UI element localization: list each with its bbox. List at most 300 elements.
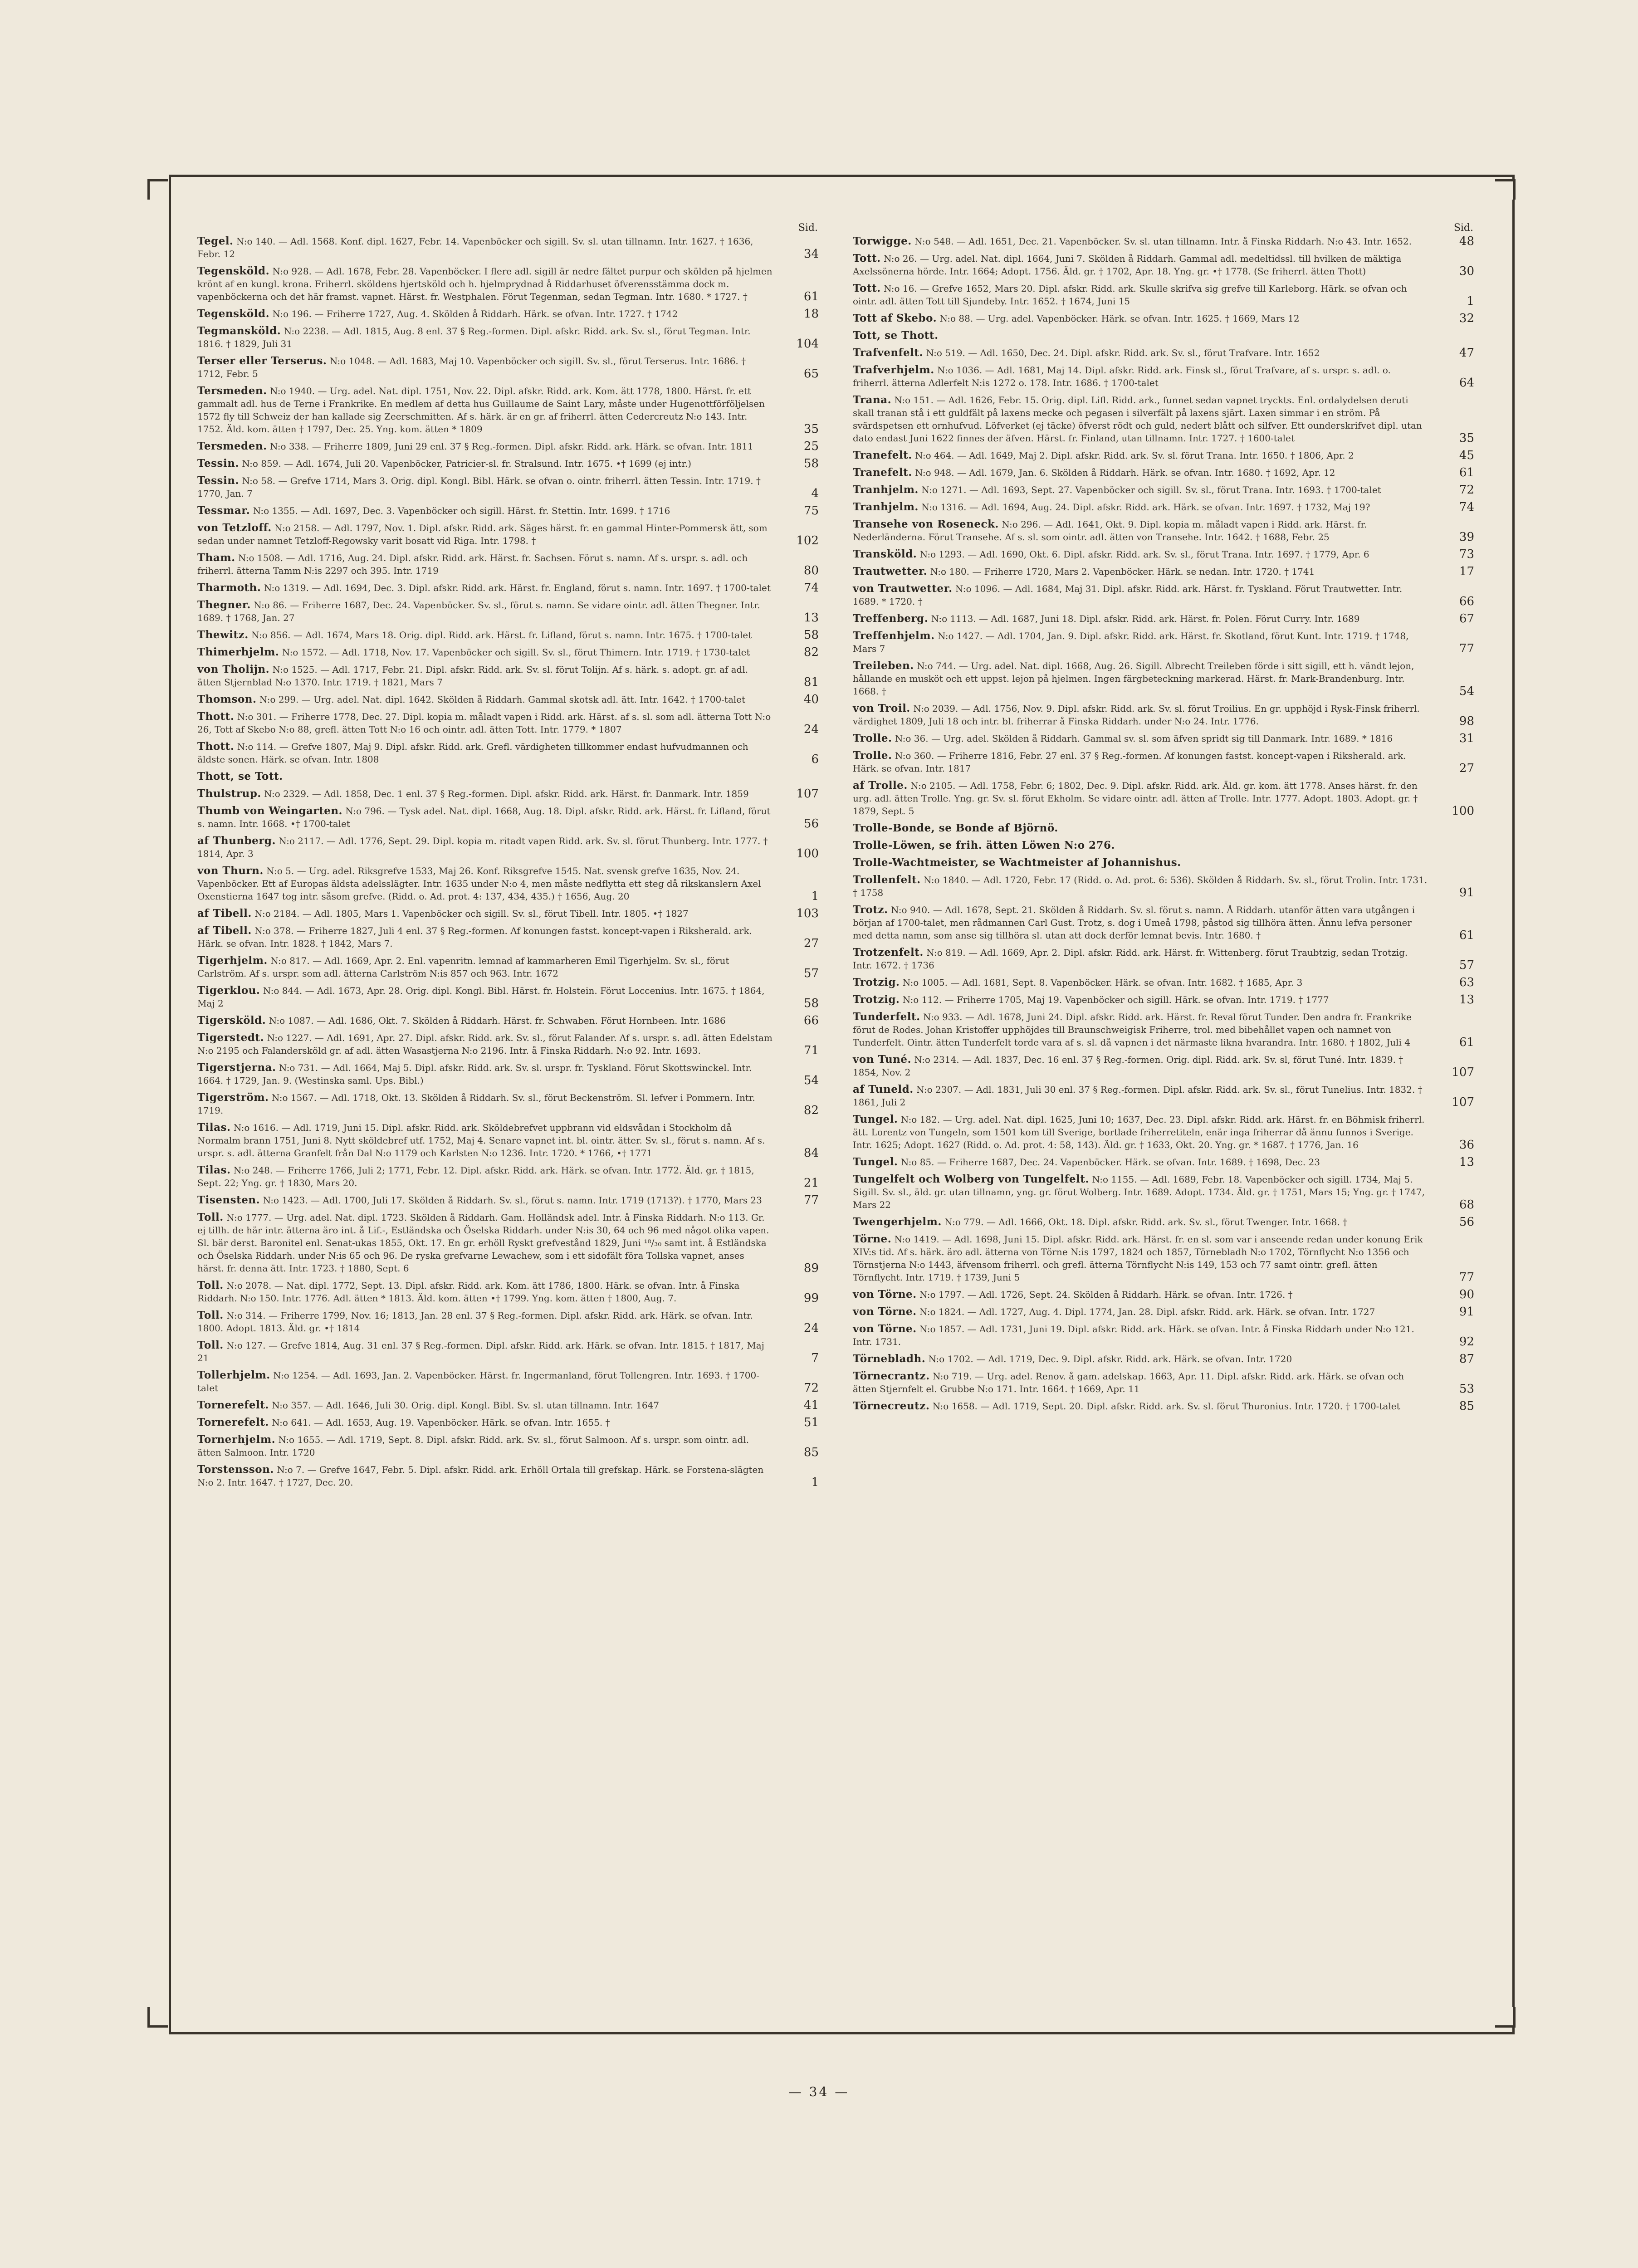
register-entry: [853, 904, 1479, 942]
entry-text: N:o 314. — Friherre 1799, Nov. 16; 1813, Jan. 28 enl. 37 § Reg.-formen. Dipl. afskr. Ridd. ark. Härk. se ofvan. Intr. 1800. Adopt. 1813. Äld. gr. •† 1814: [197, 1310, 753, 1334]
entry-page-ref: 82: [803, 1104, 819, 1117]
entry-name: Thott.: [197, 740, 235, 753]
entry-name: von Tholijn.: [197, 663, 270, 675]
left-column: [197, 222, 823, 1493]
register-entry: [197, 582, 823, 594]
register-entry: [853, 1288, 1479, 1301]
entry-name: af Thunberg.: [197, 835, 276, 847]
entry-name: Torwigge.: [853, 235, 912, 247]
entry-name: Tegel.: [197, 235, 234, 247]
entry-name: von Tuné.: [853, 1053, 912, 1066]
entry-name: Toll.: [197, 1339, 224, 1351]
entry-text: N:o 36. — Urg. adel. Skölden å Riddarh. Gammal sv. sl. som äfven spridt sig till Danmark. Intr. 1689. * 1816: [895, 733, 1393, 744]
entry-page-ref: 1: [811, 890, 819, 903]
entry-page-ref: 58: [803, 997, 819, 1010]
entry-page-ref: 91: [1459, 886, 1474, 899]
entry-name: Tigersköld.: [197, 1014, 266, 1026]
register-entry: [853, 856, 1479, 869]
entry-page-ref: 77: [1459, 642, 1474, 655]
entry-text: N:o 940. — Adl. 1678, Sept. 21. Skölden å Riddarh. Sv. sl. förut s. namn. Å Riddarh. utanför ätten vara utgången i början af 1700-talet, men rådmannen Carl Gust. Trotz, s. dog i Umeå 1798, påstod sig tillhöra ätten. Ännu lefva personer med detta namn, som anse sig tillhöra sl. utan att dock derför lemnat bevis. Intr. 1680. †: [853, 904, 1415, 941]
register-entry: [853, 749, 1479, 775]
entry-text: N:o 1824. — Adl. 1727, Aug. 4. Dipl. 1774, Jan. 28. Dipl. afskr. Ridd. ark. Härk. se ofvan. Intr. 1727: [919, 1306, 1375, 1317]
register-entry: [197, 984, 823, 1010]
entry-page-ref: 27: [1459, 762, 1474, 775]
entry-text: N:o 2117. — Adl. 1776, Sept. 29. Dipl. kopia m. ritadt vapen Ridd. ark. Sv. sl. förut Thunberg. Intr. 1777. † 1814, Apr. 3: [197, 836, 768, 859]
entry-text: N:o 114. — Grefve 1807, Maj 9. Dipl. afskr. Ridd. ark. Grefl. värdigheten tillkommer endast hufvudmannen och äldste sonen. Härk. se ofvan. Intr. 1808: [197, 741, 748, 765]
entry-page-ref: 74: [803, 581, 819, 595]
entry-page-ref: 18: [803, 307, 819, 321]
register-entry: [853, 449, 1479, 462]
entry-text: N:o 360. — Friherre 1816, Febr. 27 enl. 37 § Reg.-formen. Af konungen fastst. koncept-vapen i Riksherald. ark. Härk. se ofvan. Intr. 1817: [853, 750, 1406, 774]
entry-text: N:o 26. — Urg. adel. Nat. dipl. 1664, Juni 7. Skölden å Riddarh. Gammal adl. medeltidssl. till hvilken de mäktiga Axelssönerna hörde. Intr. 1664; Adopt. 1756. Äld. gr. † 1702, Apr. 18. Yng. gr. •† 1778. (Se friherrl. ätten Thott): [853, 253, 1402, 277]
entry-page-ref: 77: [1459, 1271, 1474, 1284]
entry-name: Tott af Skebo.: [853, 312, 937, 324]
register-entry: [853, 394, 1479, 445]
entry-name: Trolle-Bonde, se Bonde af Björnö.: [853, 822, 1058, 834]
entry-page-ref: 13: [1459, 1155, 1474, 1169]
entry-name: Tranefelt.: [853, 466, 912, 479]
entry-text: N:o 1293. — Adl. 1690, Okt. 6. Dipl. afskr. Ridd. ark. Sv. sl., förut Trana. Intr. 1697. † 1779, Apr. 6: [919, 549, 1369, 560]
entry-page-ref: 30: [1459, 264, 1474, 278]
entry-text: N:o 140. — Adl. 1568. Konf. dipl. 1627, Febr. 14. Vapenböcker och sigill. Sv. sl. utan tillnamn. Intr. 1627. † 1636, Febr. 12: [197, 236, 753, 259]
register-entry: [853, 484, 1479, 496]
entry-page-ref: 100: [1452, 804, 1474, 818]
entry-text: N:o 180. — Friherre 1720, Mars 2. Vapenböcker. Härk. se nedan. Intr. 1720. † 1741: [930, 566, 1315, 577]
entry-page-ref: 45: [1459, 449, 1474, 462]
entry-page-ref: 1: [1467, 294, 1474, 308]
register-entry: [197, 787, 823, 800]
entry-name: Törnecrantz.: [853, 1370, 930, 1382]
entry-page-ref: 21: [803, 1176, 819, 1190]
register-entry: [197, 954, 823, 980]
entry-text: N:o 2039. — Adl. 1756, Nov. 9. Dipl. afskr. Ridd. ark. Sv. sl. förut Troilius. En gr. upphöjd i Rysk-Finsk friherrl. värdighet 1809, Juli 18 och intr. bl. friherrar å Finska Riddarh. under N:o 24. Intr. 1776.: [853, 703, 1420, 727]
entry-name: Trana.: [853, 394, 892, 406]
register-entry: [853, 235, 1479, 248]
register-entry: [197, 629, 823, 641]
page-column-header: Sid.: [798, 222, 818, 234]
entry-text: N:o 1572. — Adl. 1718, Nov. 17. Vapenböcker och sigill. Sv. sl., förut Thimern. Intr. 1719. † 1730-talet: [282, 647, 750, 658]
entry-name: Thott.: [197, 710, 235, 723]
register-entry: [197, 235, 823, 260]
entry-name: Tilas.: [197, 1121, 231, 1134]
entry-text: N:o 796. — Tysk adel. Nat. dipl. 1668, Aug. 18. Dipl. afskr. Ridd. ark. Härst. fr. Lifland, förut s. namn. Intr. 1668. •† 1700-talet: [197, 806, 771, 829]
entry-text: N:o 928. — Adl. 1678, Febr. 28. Vapenböcker. I flere adl. sigill är nedre fältet purpur och skölden på hjelmen krönt af en kungl. krona. Friherrl. sköldens hjertsköld och h. hjelmprydnad å Riddarhuset öfverensstämma dock m. vapenböckerna och det här framst. vapnet. Härst. fr. Westphalen. Förut Tegenman, sedan Tegman. Intr. 1680. * 1727. †: [197, 266, 773, 302]
frame-corner-ornament: [1495, 179, 1516, 200]
entry-text: N:o 299. — Urg. adel. Nat. dipl. 1642. Skölden å Riddarh. Gammal skotsk adl. ätt. Intr. 1642. † 1700-talet: [259, 694, 746, 705]
register-entry: [853, 630, 1479, 655]
entry-page-ref: 1: [811, 1476, 819, 1489]
register-entry: [853, 1053, 1479, 1079]
entry-page-ref: 13: [803, 611, 819, 625]
entry-name: von Thurn.: [197, 865, 264, 877]
register-entry: [853, 1323, 1479, 1348]
entry-name: Tungelfelt och Wolberg von Tungelfelt.: [853, 1173, 1090, 1185]
entry-text: N:o 779. — Adl. 1666, Okt. 18. Dipl. afskr. Ridd. ark. Sv. sl., förut Twenger. Intr. 1668. †: [944, 1217, 1348, 1227]
register-entry: [197, 385, 823, 435]
entry-text: N:o 2158. — Adl. 1797, Nov. 1. Dipl. afskr. Ridd. ark. Säges härst. fr. en gammal Hinter-Pommersk ätt, som sedan under namnet Tetzloff-Regowsky varit bosatt vid Riga. Intr. 1798. †: [197, 523, 768, 546]
entry-page-ref: 27: [803, 937, 819, 950]
register-entry: [197, 1369, 823, 1394]
frame-corner-ornament: [147, 2007, 168, 2028]
register-entry: [197, 522, 823, 547]
entry-page-ref: 107: [796, 787, 819, 801]
entry-name: von Törne.: [853, 1288, 917, 1300]
entry-text: N:o 1036. — Adl. 1681, Maj 14. Dipl. afskr. Ridd. ark. Finsk sl., förut Trafvare, af s. urspr. s. adl. o. friherrl. ätterna Adlerfelt N:is 1272 o. 178. Intr. 1686. † 1700-talet: [853, 365, 1391, 388]
entry-page-ref: 103: [796, 907, 819, 920]
register-entry: [197, 457, 823, 470]
register-entry: [197, 1433, 823, 1459]
entry-page-ref: 13: [1459, 993, 1474, 1007]
entry-text: N:o 933. — Adl. 1678, Juni 24. Dipl. afskr. Ridd. ark. Härst. fr. Reval förut Tunder. Den andra fr. Frankrike förut de Rodes. Johan Kristoffer upphöjdes till Braunschweigisk Friherre, trol. med bibehållet vapen och namnet von Tunderfelt. Ointr. ätten Tunderfelt torde vara af s. sl. då vapnen i det närmaste likna hvarandra. Intr. 1680. † 1802, Juli 4: [853, 1012, 1412, 1048]
entry-page-ref: 107: [1452, 1095, 1474, 1109]
register-entry: [197, 1164, 823, 1189]
entry-name: Tersmeden.: [197, 440, 267, 452]
entry-page-ref: 66: [1459, 595, 1474, 608]
entry-text: N:o 85. — Friherre 1687, Dec. 24. Vapenböcker. Härk. se ofvan. Intr. 1689. † 1698, Dec. 23: [900, 1157, 1320, 1168]
entry-page-ref: 58: [803, 457, 819, 470]
entry-page-ref: 25: [803, 440, 819, 453]
entry-page-ref: 51: [803, 1416, 819, 1429]
entry-name: Tornerefelt.: [197, 1416, 269, 1428]
entry-text: N:o 1271. — Adl. 1693, Sept. 27. Vapenböcker och sigill. Sv. sl., förut Trana. Intr. 1693. † 1700-talet: [921, 484, 1381, 495]
entry-page-ref: 54: [803, 1074, 819, 1087]
page-column-header: Sid.: [1453, 222, 1473, 234]
register-entry: [853, 1305, 1479, 1318]
entry-page-ref: 99: [803, 1291, 819, 1305]
entry-text: N:o 1319. — Adl. 1694, Dec. 3. Dipl. afskr. Ridd. ark. Härst. fr. England, förut s. namn. Intr. 1697. † 1700-talet: [264, 582, 771, 593]
entry-page-ref: 40: [803, 693, 819, 706]
entry-text: N:o 1797. — Adl. 1726, Sept. 24. Skölden å Riddarh. Härk. se ofvan. Intr. 1726. †: [919, 1289, 1293, 1300]
entry-name: Trolle.: [853, 749, 892, 762]
entry-name: von Törne.: [853, 1323, 917, 1335]
entry-text: N:o 1113. — Adl. 1687, Juni 18. Dipl. afskr. Ridd. ark. Härst. fr. Polen. Förut Curry. Intr. 1689: [931, 613, 1360, 624]
entry-name: Tersmeden.: [197, 385, 267, 397]
register-entry: [197, 504, 823, 517]
entry-text: N:o 5. — Urg. adel. Riksgrefve 1533, Maj 26. Konf. Riksgrefve 1545. Nat. svensk grefve 1635, Nov. 24. Vapenböcker. Ett af Europas äldsta adelsslägter. Intr. 1635 under N:o 4, men måste nedflytta ett steg då rikskanslern Axel Oxenstierna 1647 tog intr. såsom grefve. (Ridd. o. Ad. prot. 4: 137, 434, 435.) † 1656, Aug. 20: [197, 865, 761, 902]
entry-text: N:o 519. — Adl. 1650, Dec. 24. Dipl. afskr. Ridd. ark. Sv. sl., förut Trafvare. Intr. 1652: [926, 347, 1320, 358]
register-entry: [197, 740, 823, 766]
entry-page-ref: 54: [1459, 684, 1474, 698]
entry-name: Thegner.: [197, 599, 251, 611]
entry-name: Transehe von Roseneck.: [853, 518, 999, 530]
entry-text: N:o 817. — Adl. 1669, Apr. 2. Enl. vapenritn. lemnad af kammarheren Emil Tigerhjelm. Sv. sl., förut Carlström. Af s. urspr. som adl. ätterna Carlström N:is 857 och 963. Intr. 1672: [197, 955, 729, 979]
entry-page-ref: 36: [1459, 1138, 1474, 1152]
entry-name: Tessin.: [197, 474, 239, 487]
entry-text: N:o 182. — Urg. adel. Nat. dipl. 1625, Juni 10; 1637, Dec. 23. Dipl. afskr. Ridd. ark. Härst. fr. en Böhmisk friherrl. ätt. Lorentz von Tungeln, som 1501 kom till Sverige, bortlade friherretiteln, enär inga friherrar då ännu funnos i Sverige. Intr. 1625; Adopt. 1627 (Ridd. o. Ad. prot. 4: 58, 143). Äld. gr. † 1633, Okt. 20. Yng. gr. * 1687. † 1776, Jan. 16: [853, 1114, 1425, 1150]
entry-page-ref: 72: [803, 1381, 819, 1395]
entry-page-ref: 82: [803, 645, 819, 659]
register-entry: [853, 282, 1479, 308]
register-entry: [853, 660, 1479, 698]
entry-text: N:o 2105. — Adl. 1758, Febr. 6; 1802, Dec. 9. Dipl. afskr. Ridd. ark. Äld. gr. kom. ätt 1778. Anses härst. fr. den urg. adl. ätten Trolle. Yng. gr. Sv. sl. förut Ekholm. Se vidare ointr. adl. ätten af Trolle. Intr. 1777. Adopt. 1803. Adopt. gr. † 1879, Sept. 5: [853, 780, 1418, 816]
entry-name: af Tuneld.: [853, 1083, 914, 1095]
entry-page-ref: 48: [1459, 235, 1474, 248]
entry-name: Tranhjelm.: [853, 501, 919, 513]
entry-name: Trafvenfelt.: [853, 347, 923, 359]
register-entry: [197, 1121, 823, 1159]
entry-page-ref: 98: [1459, 714, 1474, 728]
register-entry: [853, 565, 1479, 578]
register-entry: [853, 874, 1479, 899]
entry-text: N:o 7. — Grefve 1647, Febr. 5. Dipl. afskr. Ridd. ark. Erhöll Ortala till grefskap. Härk. se Forstena-slägten N:o 2. Intr. 1647. † 1727, Dec. 20.: [197, 1464, 764, 1488]
entry-name: Tollerhjelm.: [197, 1369, 270, 1381]
register-entry: [853, 1370, 1479, 1395]
register-entry: [853, 582, 1479, 608]
entry-text: N:o 338. — Friherre 1809, Juni 29 enl. 37 § Reg.-formen. Dipl. afskr. Ridd. ark. Härk. se ofvan. Intr. 1811: [269, 441, 753, 452]
register-entry: [197, 865, 823, 903]
entry-text: N:o 1419. — Adl. 1698, Juni 15. Dipl. afskr. Ridd. ark. Härst. fr. en sl. som var i anseende redan under konung Erik XIV:s tid. Af s. härk. äro adl. ätterna von Törne N:is 1797, 1824 och 1857, Törnebladh N:o 1702, Törnflycht N:o 1356 och Törnstjerna N:o 1443, äfvensom friherrl. och grefl. ätterna Törnflycht N:is 149, 153 och 77 samt ointr. grefl. ätten Törnflycht. Intr. 1719. † 1739, Juni 5: [853, 1234, 1423, 1283]
entry-text: N:o 86. — Friherre 1687, Dec. 24. Vapenböcker. Sv. sl., förut s. namn. Se vidare ointr. adl. ätten Thegner. Intr. 1689. † 1768, Jan. 27: [197, 600, 760, 623]
register-entry: [853, 364, 1479, 389]
entry-page-ref: 64: [1459, 376, 1474, 390]
register-entry: [853, 347, 1479, 359]
entry-page-ref: 85: [1459, 1399, 1474, 1413]
register-entry: [853, 976, 1479, 989]
entry-text: N:o 548. — Adl. 1651, Dec. 21. Vapenböcker. Sv. sl. utan tillnamn. Intr. å Finska Riddarh. N:o 43. Intr. 1652.: [914, 236, 1412, 247]
entry-name: Tranefelt.: [853, 449, 912, 461]
entry-page-ref: 57: [803, 967, 819, 980]
entry-name: Trotzenfelt.: [853, 946, 924, 958]
entry-text: N:o 88. — Urg. adel. Vapenböcker. Härk. se ofvan. Intr. 1625. † 1669, Mars 12: [939, 313, 1300, 324]
register-entry: [197, 599, 823, 624]
register-entry: [197, 1031, 823, 1057]
entry-page-ref: 71: [803, 1044, 819, 1057]
entry-name: Tegensköld.: [197, 265, 270, 277]
entry-text: N:o 1940. — Urg. adel. Nat. dipl. 1751, Nov. 22. Dipl. afskr. Ridd. ark. Kom. ätt 1778, 1800. Härst. fr. ett gammalt adl. hus de Terne i Frankrike. En medlem af detta hus Guillaume de Saint Lary, måste under Hugenottförföljelsen 1572 fly till Schweiz der han kallade sig Zeerschmitten. Af s. härk. är en gr. af friherrl. ätten Cedercreutz N:o 143. Intr. 1752. Äld. kom. ätten † 1797, Dec. 25. Yng. kom. ätten * 1809: [197, 386, 765, 435]
entry-name: Trotzig.: [853, 993, 900, 1006]
entry-name: Toll.: [197, 1279, 224, 1291]
entry-text: N:o 127. — Grefve 1814, Aug. 31 enl. 37 § Reg.-formen. Dipl. afskr. Ridd. ark. Härk. se ofvan. Intr. 1815. † 1817, Maj 21: [197, 1340, 764, 1364]
entry-page-ref: 61: [803, 290, 819, 303]
entry-page-ref: 107: [1452, 1066, 1474, 1079]
entry-text: N:o 1655. — Adl. 1719, Sept. 8. Dipl. afskr. Ridd. ark. Sv. sl., förut Salmoon. Af s. urspr. som ointr. adl. ätten Salmoon. Intr. 1720: [197, 1434, 749, 1458]
entry-page-ref: 47: [1459, 346, 1474, 360]
entry-name: Tessin.: [197, 457, 239, 469]
entry-name: Terser eller Terserus.: [197, 355, 327, 367]
entry-name: Trolle-Wachtmeister, se Wachtmeister af Johannishus.: [853, 856, 1181, 869]
entry-page-ref: 57: [1459, 958, 1474, 972]
register-entry: [197, 805, 823, 830]
entry-text: N:o 859. — Adl. 1674, Juli 20. Vapenböcker, Patricier-sl. fr. Stralsund. Intr. 1675. •† 1699 (ej intr.): [242, 458, 692, 469]
entry-name: Thott, se Tott.: [197, 770, 283, 782]
entry-text: N:o 1355. — Adl. 1697, Dec. 3. Vapenböcker och sigill. Härst. fr. Stettin. Intr. 1699. † 1716: [253, 505, 670, 516]
entry-page-ref: 104: [796, 337, 819, 351]
register-entry: [197, 265, 823, 303]
entry-text: N:o 1048. — Adl. 1683, Maj 10. Vapenböcker och sigill. Sv. sl., förut Terserus. Intr. 1686. † 1712, Febr. 5: [197, 356, 746, 379]
entry-page-ref: 72: [1459, 483, 1474, 497]
entry-text: N:o 112. — Friherre 1705, Maj 19. Vapenböcker och sigill. Härk. se ofvan. Intr. 1719. † 1777: [902, 994, 1329, 1005]
entry-name: Tegensköld.: [197, 308, 270, 320]
entry-text: N:o 2184. — Adl. 1805, Mars 1. Vapenböcker och sigill. Sv. sl., förut Tibell. Intr. 1805. •† 1827: [254, 908, 689, 919]
register-entry: [853, 1233, 1479, 1284]
entry-name: Tornerefelt.: [197, 1399, 269, 1411]
register-entry: [197, 1194, 823, 1207]
entry-text: N:o 2307. — Adl. 1831, Juli 30 enl. 37 § Reg.-formen. Dipl. afskr. Ridd. ark. Sv. sl., förut Tunelius. Intr. 1832. † 1861, Juli 2: [853, 1084, 1423, 1108]
right-column: [853, 222, 1479, 1417]
entry-text: N:o 844. — Adl. 1673, Apr. 28. Orig. dipl. Kongl. Bibl. Härst. fr. Holstein. Förut Loccenius. Intr. 1675. † 1864, Maj 2: [197, 985, 765, 1009]
entry-text: N:o 1005. — Adl. 1681, Sept. 8. Vapenböcker. Härk. se ofvan. Intr. 1682. † 1685, Apr. 3: [902, 977, 1303, 988]
entry-page-ref: 68: [1459, 1198, 1474, 1212]
entry-name: Törnebladh.: [853, 1353, 926, 1365]
entry-name: Toll.: [197, 1309, 224, 1321]
register-entry: [853, 732, 1479, 745]
entry-text: N:o 2078. — Nat. dipl. 1772, Sept. 13. Dipl. afskr. Ridd. ark. Kom. ätt 1786, 1800. Härk. se ofvan. Intr. å Finska Riddarh. N:o 150. Intr. 1776. Adl. ätten * 1813. Äld. kom. ätten •† 1799. Yng. kom. ätten † 1800, Aug. 7.: [197, 1280, 740, 1304]
frame-corner-ornament: [1495, 2007, 1516, 2028]
entry-name: Thulstrup.: [197, 787, 261, 800]
entry-page-ref: 6: [811, 753, 819, 766]
entry-page-ref: 80: [803, 564, 819, 577]
entry-name: Trolle-Löwen, se frih. ätten Löwen N:o 276.: [853, 839, 1115, 851]
entry-text: N:o 2329. — Adl. 1858, Dec. 1 enl. 37 § Reg.-formen. Dipl. afskr. Ridd. ark. Härst. fr. Danmark. Intr. 1859: [264, 788, 749, 799]
entry-text: N:o 151. — Adl. 1626, Febr. 15. Orig. dipl. Lifl. Ridd. ark., funnet sedan vapnet tryckts. Enl. ordalydelsen deruti skall tranan stå i ett guldfält på laxens mecke och pegasen i silverfält på laxens sjärt. Laxen simmar i en ström. På svärdspetsen ett ornhufvud. Löfverket (ej täcke) öfverst rödt och guld, nedert blått och silfver. Ett ounderskrifvet dipl. utan dato endast Juni 1622 finnes der äfven. Härst. fr. Finland, utan tillnamn. Intr. 1727. † 1600-talet: [853, 395, 1422, 444]
entry-text: N:o 1702. — Adl. 1719, Dec. 9. Dipl. afskr. Ridd. ark. Härk. se ofvan. Intr. 1720: [928, 1354, 1292, 1364]
entry-name: Trotz.: [853, 904, 888, 916]
entry-name: Transköld.: [853, 548, 917, 560]
entry-page-ref: 90: [1459, 1288, 1474, 1301]
register-entry: [853, 1353, 1479, 1365]
register-entry: [853, 946, 1479, 972]
entry-text: N:o 1423. — Adl. 1700, Juli 17. Skölden å Riddarh. Sv. sl., förut s. namn. Intr. 1719 (1713?). † 1770, Mars 23: [263, 1195, 762, 1206]
register-entry: [197, 325, 823, 350]
entry-text: N:o 1857. — Adl. 1731, Juni 19. Dipl. afskr. Ridd. ark. Härk. se ofvan. Intr. å Finska Riddarh under N:o 121. Intr. 1731.: [853, 1324, 1414, 1347]
entry-text: N:o 1155. — Adl. 1689, Febr. 18. Vapenböcker och sigill. 1734, Maj 5. Sigill. Sv. sl., äld. gr. utan tillnamn, yng. gr. förut Wolberg. Intr. 1689. Adopt. 1734. Äld. gr. † 1751, Mars 15; Yng. gr. † 1747, Mars 22: [853, 1174, 1425, 1210]
entry-page-ref: 17: [1459, 565, 1474, 578]
entry-name: af Tibell.: [197, 924, 252, 937]
entry-name: von Törne.: [853, 1305, 917, 1318]
register-entry: [197, 1091, 823, 1117]
register-entry: [853, 518, 1479, 543]
register-entry: [197, 710, 823, 736]
register-entry: [853, 702, 1479, 728]
entry-name: Trolle.: [853, 732, 892, 744]
register-entry: [853, 329, 1479, 342]
entry-text: N:o 464. — Adl. 1649, Maj 2. Dipl. afskr. Ridd. ark. Sv. sl. förut Trana. Intr. 1650. † 1806, Apr. 2: [915, 450, 1354, 461]
entry-text: N:o 1658. — Adl. 1719, Sept. 20. Dipl. afskr. Ridd. ark. Sv. sl. förut Thuronius. Intr. 1720. † 1700-talet: [932, 1401, 1400, 1412]
entry-name: Thomson.: [197, 693, 257, 705]
entry-text: N:o 1508. — Adl. 1716, Aug. 24. Dipl. afskr. Ridd. ark. Härst. fr. Sachsen. Förut s. namn. Af s. urspr. s. adl. och friherrl. ätterna Tamm N:is 2297 och 395. Intr. 1719: [197, 552, 748, 576]
entry-page-ref: 91: [1459, 1305, 1474, 1319]
entry-text: N:o 1525. — Adl. 1717, Febr. 21. Dipl. afskr. Ridd. ark. Sv. sl. förut Tolijn. Af s. härk. s. adopt. gr. af adl. ätten Stjernblad N:o 1370. Intr. 1719. † 1821, Mars 7: [197, 664, 748, 688]
entry-page-ref: 74: [1459, 500, 1474, 514]
register-entry: [197, 907, 823, 920]
entry-text: N:o 2238. — Adl. 1815, Aug. 8 enl. 37 § Reg.-formen. Dipl. afskr. Ridd. ark. Sv. sl., förut Tegman. Intr. 1816. † 1829, Juli 31: [197, 326, 751, 349]
register-entry: [197, 355, 823, 380]
entry-name: Toll.: [197, 1211, 224, 1223]
entry-name: Tigerhjelm.: [197, 954, 268, 967]
entry-text: N:o 16. — Grefve 1652, Mars 20. Dipl. afskr. Ridd. ark. Skulle skrifva sig grefve till Karleborg. Härk. se ofvan och ointr. adl. ätten Tott till Sjundeby. Intr. 1652. † 1674, Juni 15: [853, 283, 1407, 307]
entry-page-ref: 73: [1459, 547, 1474, 561]
entry-name: Tott.: [853, 252, 881, 264]
entry-text: N:o 856. — Adl. 1674, Mars 18. Orig. dipl. Ridd. ark. Härst. fr. Lifland, förut s. namn. Intr. 1675. † 1700-talet: [251, 630, 752, 640]
entry-page-ref: 63: [1459, 976, 1474, 989]
entry-text: N:o 196. — Friherre 1727, Aug. 4. Skölden å Riddarh. Härk. se ofvan. Intr. 1727. † 1742: [272, 308, 678, 319]
entry-name: Tigerklou.: [197, 984, 260, 997]
entry-name: Tott.: [853, 282, 881, 294]
entry-text: N:o 58. — Grefve 1714, Mars 3. Orig. dipl. Kongl. Bibl. Härk. se ofvan o. ointr. friherrl. ätten Tessin. Intr. 1719. † 1770, Jan. 7: [197, 475, 761, 499]
register-entry: [853, 548, 1479, 561]
register-entry: [197, 1211, 823, 1275]
entry-name: Tilas.: [197, 1164, 231, 1176]
register-entry: [853, 822, 1479, 835]
entry-name: von Tetzloff.: [197, 522, 272, 534]
entry-page-ref: 35: [803, 422, 819, 436]
register-entry: [197, 693, 823, 706]
entry-page-ref: 24: [803, 723, 819, 736]
entry-page-ref: 77: [803, 1193, 819, 1207]
entry-name: Treffenhjelm.: [853, 630, 935, 642]
entry-text: N:o 948. — Adl. 1679, Jan. 6. Skölden å Riddarh. Härk. se ofvan. Intr. 1680. † 1692, Apr. 12: [915, 467, 1335, 478]
entry-page-ref: 100: [796, 847, 819, 860]
entry-name: Tungel.: [853, 1113, 898, 1125]
entry-text: N:o 1616. — Adl. 1719, Juni 15. Dipl. afskr. Ridd. ark. Sköldebrefvet uppbrann vid eldsvådan i Stockholm då Normalm brann 1751, Juni 8. Nytt sköldebref utf. 1752, Maj 4. Senare vapnet int. bl. ointr. ätter. Sv. sl., förut s. namn. Af s. urspr. s. adl. ätterna Granfelt från Dal N:o 1179 och Karlsten N:o 1236. Intr. 1720. * 1766, •† 1771: [197, 1122, 765, 1158]
register-entry: [197, 1014, 823, 1027]
entry-name: Tigerström.: [197, 1091, 269, 1104]
entry-name: Tharmoth.: [197, 582, 261, 594]
entry-text: N:o 1087. — Adl. 1686, Okt. 7. Skölden å Riddarh. Härst. fr. Schwaben. Förut Hornbeen. Intr. 1686: [269, 1015, 726, 1026]
entry-name: Thimerhjelm.: [197, 646, 279, 658]
register-entry: [853, 1113, 1479, 1151]
register-entry: [197, 440, 823, 453]
entry-text: N:o 719. — Urg. adel. Renov. å gam. adelskap. 1663, Apr. 11. Dipl. afskr. Ridd. ark. Härk. se ofvan och ätten Stjernfelt el. Grubbe N:o 171. Intr. 1664. † 1669, Apr. 11: [853, 1371, 1404, 1394]
entry-page-ref: 31: [1459, 732, 1474, 745]
register-entry: [197, 474, 823, 500]
entry-page-ref: 53: [1459, 1382, 1474, 1396]
register-entry: [197, 1339, 823, 1364]
entry-text: N:o 819. — Adl. 1669, Apr. 2. Dipl. afskr. Ridd. ark. Härst. fr. Wittenberg. förut Traubtzig, sedan Trotzig. Intr. 1672. † 1736: [853, 947, 1408, 971]
entry-name: Tessmar.: [197, 504, 250, 517]
register-entry: [853, 1156, 1479, 1168]
entry-page-ref: 65: [803, 367, 819, 381]
register-entry: [853, 779, 1479, 817]
entry-name: Thumb von Weingarten.: [197, 805, 343, 817]
register-entry: [197, 1279, 823, 1305]
entry-text: N:o 641. — Adl. 1653, Aug. 19. Vapenböcker. Härk. se ofvan. Intr. 1655. †: [272, 1417, 610, 1428]
entry-name: Tham.: [197, 552, 235, 564]
register-entry: [853, 993, 1479, 1006]
register-entry: [853, 1173, 1479, 1211]
entry-page-ref: 4: [811, 487, 819, 500]
entry-page-ref: 92: [1459, 1335, 1474, 1349]
entry-page-ref: 24: [803, 1321, 819, 1335]
register-entry: [197, 1399, 823, 1412]
entry-text: N:o 357. — Adl. 1646, Juli 30. Orig. dipl. Kongl. Bibl. Sv. sl. utan tillnamn. Intr. 1647: [272, 1400, 660, 1411]
register-entry: [197, 924, 823, 950]
register-entry: [197, 1416, 823, 1429]
entry-text: N:o 248. — Friherre 1766, Juli 2; 1771, Febr. 12. Dipl. afskr. Ridd. ark. Härk. se ofvan. Intr. 1772. Äld. gr. † 1815, Sept. 22; Yng. gr. † 1830, Mars 20.: [197, 1165, 754, 1188]
entry-page-ref: 67: [1459, 612, 1474, 626]
entry-text: N:o 744. — Urg. adel. Nat. dipl. 1668, Aug. 26. Sigill. Albrecht Treileben förde i sitt sigill, ett h. vändt lejon, hållande en musköt och ett uppst. lejon på hjelmen. Ingen färgbeteckning markerad. Härst. fr. Mark-Brandenburg. Intr. 1668. †: [853, 660, 1414, 697]
register-entry: [197, 770, 823, 783]
register-entry: [197, 835, 823, 860]
entry-page-ref: 61: [1459, 1036, 1474, 1049]
entry-page-ref: 89: [803, 1261, 819, 1275]
entry-page-ref: 61: [1459, 466, 1474, 479]
register-entry: [853, 501, 1479, 513]
register-entry: [853, 252, 1479, 278]
register-entry: [197, 308, 823, 320]
entry-name: Törne.: [853, 1233, 892, 1245]
register-entry: [853, 1216, 1479, 1228]
entry-text: N:o 296. — Adl. 1641, Okt. 9. Dipl. kopia m. måladt vapen i Ridd. ark. Härst. fr. Nederländerna. Förut Transehe. Af s. sl. som ointr. adl. ätten von Transehe. Intr. 1642. † 1688, Febr. 25: [853, 519, 1367, 543]
entry-text: N:o 1567. — Adl. 1718, Okt. 13. Skölden å Riddarh. Sv. sl., förut Beckenström. Sl. lefver i Pommern. Intr. 1719.: [197, 1092, 755, 1116]
entry-name: Tigerstjerna.: [197, 1061, 276, 1074]
entry-name: Trollenfelt.: [853, 874, 921, 886]
entry-text: N:o 2314. — Adl. 1837, Dec. 16 enl. 37 § Reg.-formen. Orig. dipl. Ridd. ark. Sv. sl, förut Tuné. Intr. 1839. † 1854, Nov. 2: [853, 1054, 1403, 1078]
entry-name: Tott, se Thott.: [853, 329, 939, 342]
entry-name: Twengerhjelm.: [853, 1216, 942, 1228]
entry-page-ref: 85: [803, 1446, 819, 1459]
entry-text: N:o 731. — Adl. 1664, Maj 5. Dipl. afskr. Ridd. ark. Sv. sl. urspr. fr. Tyskland. Förut Skottswinckel. Intr. 1664. † 1729, Jan. 9. (Westinska saml. Ups. Bibl.): [197, 1062, 752, 1086]
